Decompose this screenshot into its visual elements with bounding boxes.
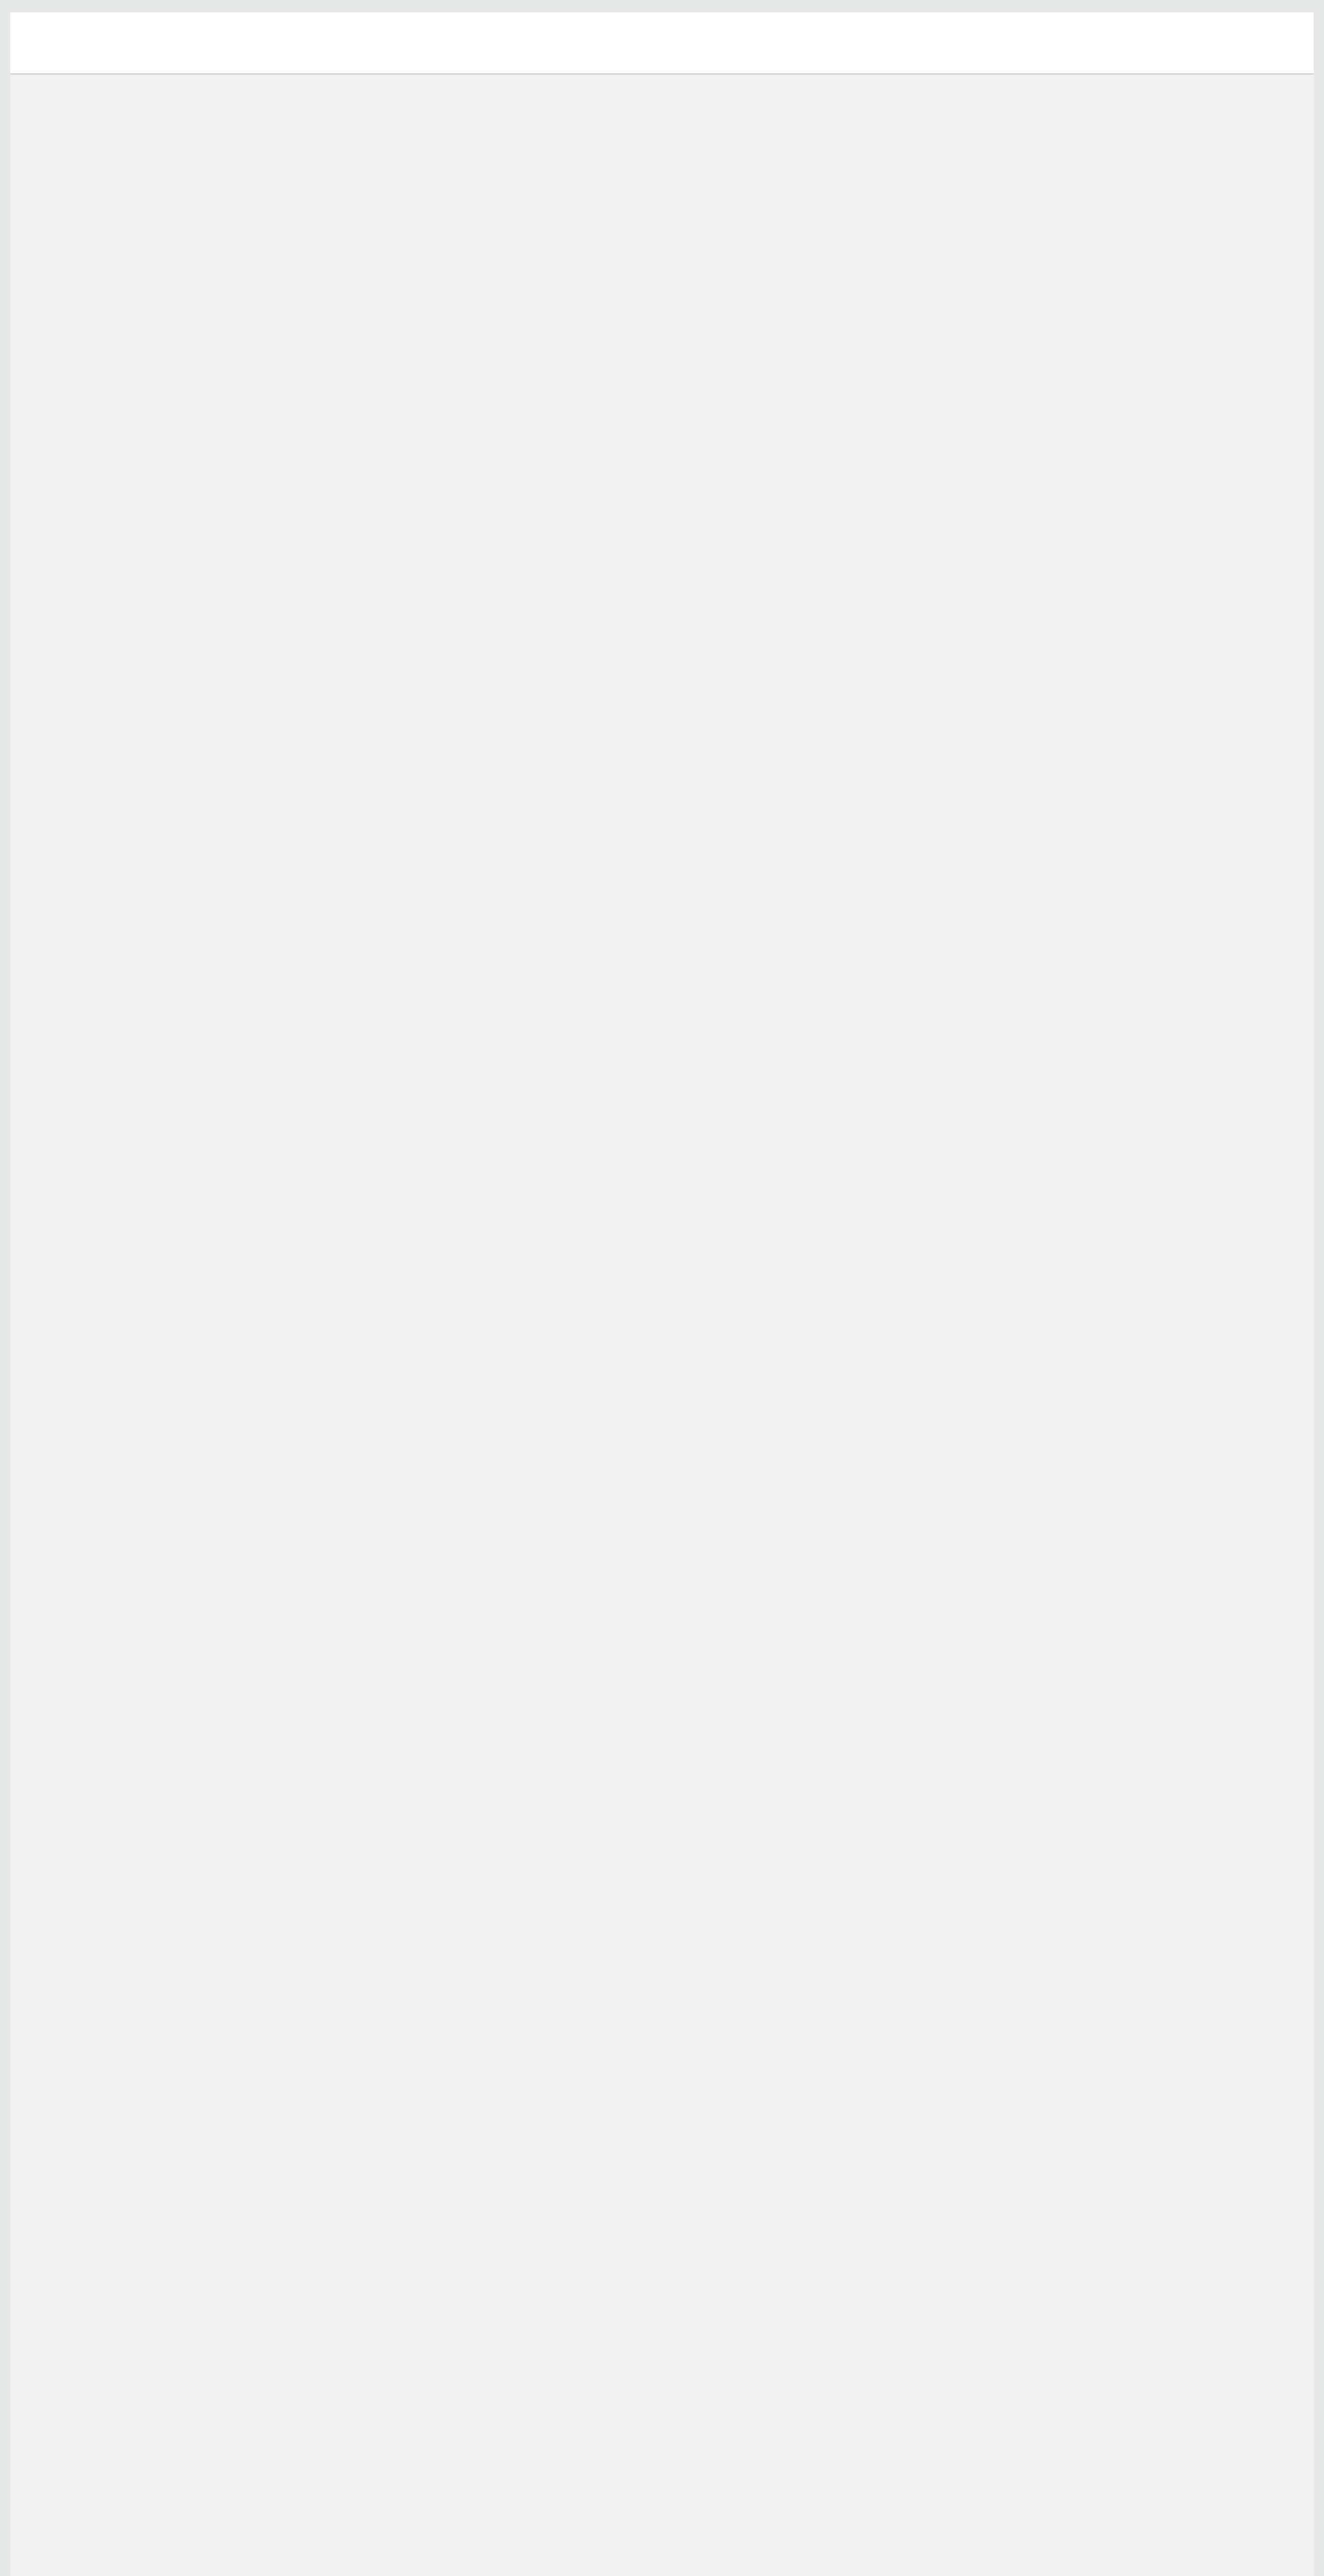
column-headers: [10, 75, 1314, 120]
schedule-page: [10, 12, 1314, 2576]
week-title: [10, 12, 1314, 75]
